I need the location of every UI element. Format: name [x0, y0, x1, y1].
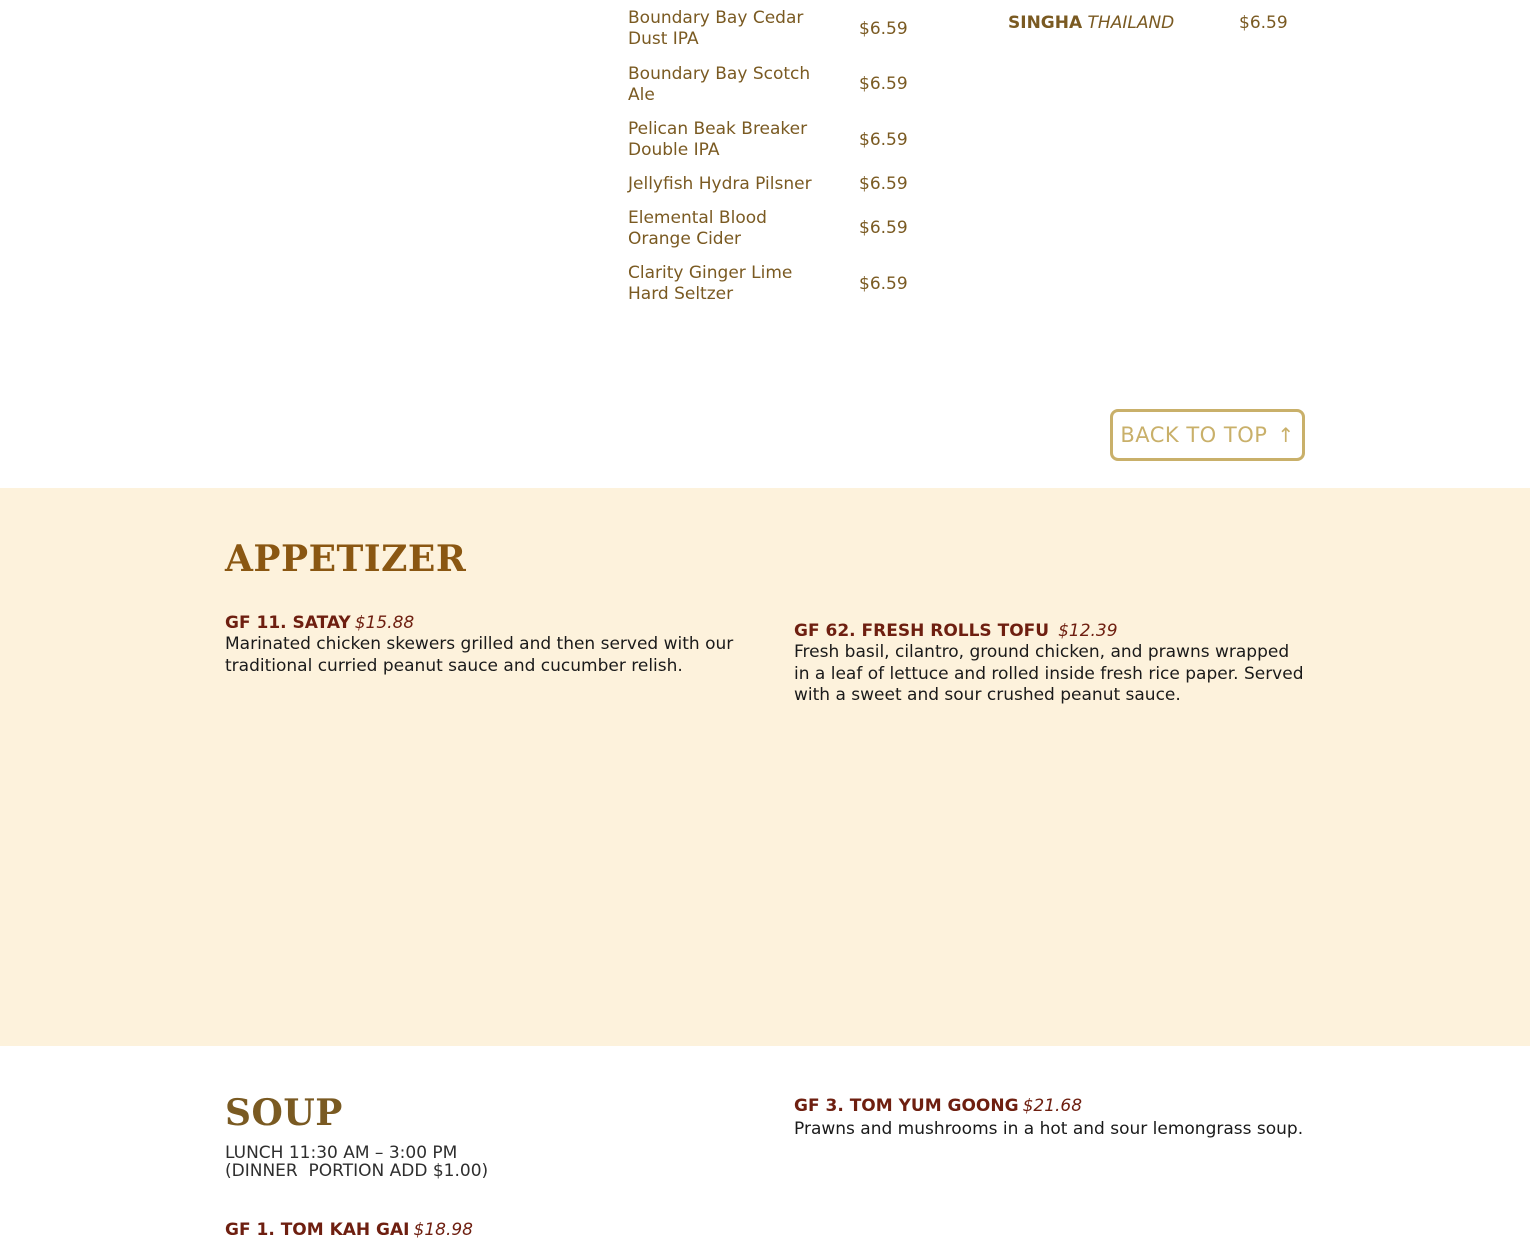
item-name: GF 62. FRESH ROLLS TOFU: [794, 621, 1050, 641]
menu-item-satay: [225, 612, 745, 677]
menu-item-tom-yum-goong: [794, 1095, 1304, 1141]
arrow-up-icon: ↑: [1277, 423, 1295, 447]
menu-item-fresh-rolls-tofu: [794, 620, 1309, 707]
item-name: GF 1. TOM KAH GAI: [225, 1220, 410, 1240]
beer-price: $6.59: [859, 218, 908, 238]
item-price: $18.98: [413, 1220, 473, 1240]
appetizer-section: [0, 488, 1530, 1046]
item-price: $21.68: [1022, 1096, 1083, 1116]
section-title-appetizer: APPETIZER: [225, 538, 467, 580]
section-title-soup: SOUP: [225, 1092, 343, 1134]
beer-price: $6.59: [859, 174, 908, 194]
beer-name: Boundary Bay Cedar Dust IPA: [628, 8, 804, 49]
import-beer-origin: THAILAND: [1087, 13, 1175, 33]
item-name: GF 11. SATAY: [225, 613, 351, 633]
soup-section: [0, 1046, 1530, 1244]
menu-item-tom-kah-gai: [225, 1219, 745, 1241]
soup-hours-lunch: LUNCH 11:30 AM – 3:00 PM: [225, 1143, 458, 1163]
beer-section: [0, 0, 1530, 488]
item-description: Marinated chicken skewers grilled and then served with our traditional curried peanut sauce and cucumber relish.: [225, 634, 734, 676]
import-beer-item: [1008, 12, 1298, 34]
item-price: $12.39: [1058, 621, 1118, 641]
beer-name: Elemental Blood Orange Cider: [628, 208, 767, 249]
back-to-top-label: BACK TO TOP: [1120, 423, 1268, 447]
beer-price: $6.59: [859, 274, 908, 294]
item-heading: [794, 620, 1309, 642]
beer-name: Boundary Bay Scotch Ale: [628, 64, 811, 105]
beer-name: Pelican Beak Breaker Double IPA: [628, 119, 808, 160]
item-heading: [794, 1095, 1304, 1117]
import-beer-price: $6.59: [1239, 13, 1288, 33]
item-description: Prawns and mushrooms in a hot and sour lemongrass soup.: [794, 1119, 1304, 1139]
beer-name: Jellyfish Hydra Pilsner: [628, 174, 812, 194]
item-price: $15.88: [354, 613, 415, 633]
beer-price: $6.59: [859, 74, 908, 94]
back-to-top-button[interactable]: [1110, 409, 1305, 461]
import-beer-name: SINGHA: [1008, 13, 1083, 33]
beer-price: $6.59: [859, 19, 908, 39]
item-name: GF 3. TOM YUM GOONG: [794, 1096, 1019, 1116]
soup-hours-dinner: (DINNER PORTION ADD $1.00): [225, 1161, 489, 1181]
soup-hours: [225, 1144, 488, 1180]
item-description: Fresh basil, cilantro, ground chicken, and prawns wrapped in a leaf of lettuce and rolled inside fresh rice paper. Served with a sweet and sour crushed peanut sauce.: [794, 642, 1304, 705]
item-heading: [225, 612, 745, 634]
item-heading: [225, 1219, 745, 1241]
beer-price: $6.59: [859, 130, 908, 150]
beer-name: Clarity Ginger Lime Hard Seltzer: [628, 263, 793, 304]
